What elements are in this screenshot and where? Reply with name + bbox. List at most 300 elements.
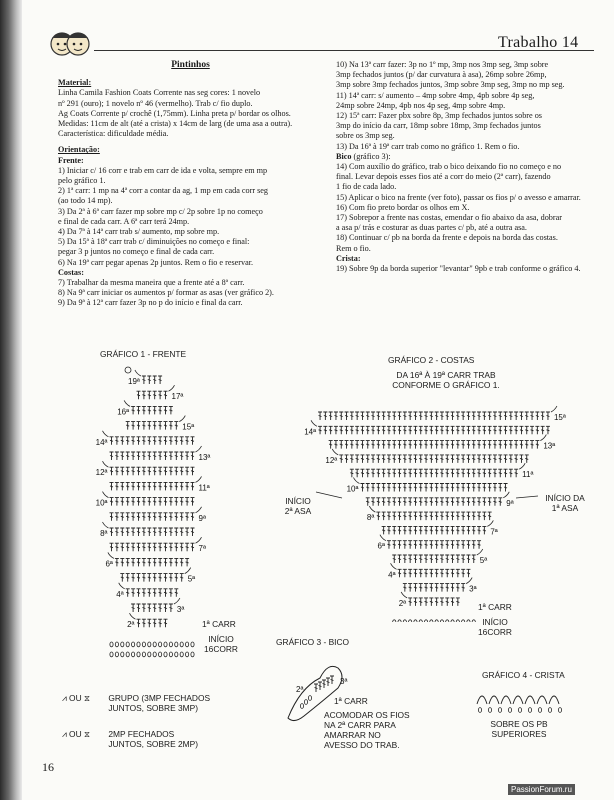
- turn-arrow: [169, 385, 175, 391]
- stitch-mp: [158, 528, 162, 536]
- stitch-mp: [169, 513, 173, 521]
- stitch-mp: [158, 406, 162, 414]
- chain-stitch: [137, 652, 140, 657]
- stitch-mp: [164, 528, 168, 536]
- chain-stitch: [110, 642, 113, 647]
- stitch-mp: [158, 376, 162, 384]
- stitch-mp: [360, 484, 364, 492]
- stitch-mp: [456, 512, 460, 520]
- stitch-mp: [493, 498, 497, 506]
- stitch-mp: [366, 498, 370, 506]
- stitch-mp: [466, 498, 470, 506]
- stitch-mp: [191, 452, 195, 460]
- page-number: 16: [42, 760, 54, 774]
- stitch-mp: [387, 469, 391, 477]
- stitch-mp: [169, 422, 173, 430]
- stitch-mp: [387, 455, 391, 463]
- stitch-mp: [147, 604, 151, 612]
- stitch-mp: [158, 558, 162, 566]
- stitch-mp: [126, 574, 130, 582]
- chain-stitch: [414, 620, 417, 622]
- stitch-mp: [153, 528, 157, 536]
- stitch-mp: [419, 498, 423, 506]
- stitch-mp: [482, 512, 486, 520]
- stitch-mp: [153, 406, 157, 414]
- stitch-mp: [445, 541, 449, 549]
- material-line: Linha Camila Fashion Coats Corrente nas seg cores: 1 novelo: [58, 88, 261, 98]
- row-label: 11ª: [522, 470, 534, 480]
- stitch-mp: [509, 469, 513, 477]
- stitch-mp: [456, 412, 460, 420]
- orientacao-heading: Orientação:: [58, 145, 100, 155]
- chain-stitch: [132, 652, 135, 657]
- chain-stitch: [175, 642, 178, 647]
- crista-loop: [489, 696, 499, 704]
- stitch-mp: [451, 541, 455, 549]
- costas-heading: Costas:: [58, 267, 84, 277]
- chain-stitch: [186, 652, 189, 657]
- stitch-mp: [445, 569, 449, 577]
- stitch-mp: [376, 469, 380, 477]
- stitch-mp: [413, 441, 417, 449]
- stitch-mp: [413, 484, 417, 492]
- stitch-mp: [466, 526, 470, 534]
- stitch-mp: [147, 482, 151, 490]
- turn-arrow: [135, 370, 141, 376]
- stitch-mp: [435, 584, 439, 592]
- chain-stitch: [110, 652, 113, 657]
- stitch-mp: [355, 412, 359, 420]
- stitch-mp: [339, 412, 343, 420]
- stitch-mp: [169, 558, 173, 566]
- chain-stitch: [456, 620, 459, 622]
- stitch-mp: [398, 455, 402, 463]
- row-label: 5ª: [187, 574, 196, 584]
- bico-heading: Bico: [336, 151, 352, 161]
- stitch-mp: [429, 469, 433, 477]
- stitch-mp: [158, 589, 162, 597]
- legend-text: GRUPO (3MP FECHADOS: [108, 693, 211, 703]
- crista-loop: [477, 696, 487, 704]
- chart-4-crista: [472, 682, 572, 716]
- bico-line: 14) Com auxílio do gráfico, trab o bico deixando fio no começo e no: [336, 162, 562, 172]
- stitch-mp: [451, 512, 455, 520]
- stitch-mp: [131, 422, 135, 430]
- stitch-mp: [456, 541, 460, 549]
- chart-1-start: [192, 634, 250, 654]
- stitch-mp: [440, 441, 444, 449]
- stitch-mp: [424, 598, 428, 606]
- turn-arrow: [108, 552, 114, 558]
- stitch-mp: [398, 526, 402, 534]
- stitch-mp: [493, 426, 497, 434]
- stitch-mp: [493, 484, 497, 492]
- stitch-mp: [158, 604, 162, 612]
- stitch-mp: [546, 412, 550, 420]
- stitch-mp: [445, 412, 449, 420]
- stitch-mp: [477, 469, 481, 477]
- row-label: 7ª: [198, 544, 206, 554]
- stitch-mp: [435, 469, 439, 477]
- stitch-mp: [120, 528, 124, 536]
- wing-right-arrow: [516, 496, 538, 498]
- stitch-mp: [429, 455, 433, 463]
- stitch-mp: [153, 422, 157, 430]
- stitch-mp: [137, 574, 141, 582]
- stitch-mp: [477, 541, 481, 549]
- row-label: 2ª: [127, 620, 135, 630]
- article-title: Pintinhos: [171, 60, 210, 70]
- stitch-mp: [440, 598, 444, 606]
- chain-stitch: [175, 652, 178, 657]
- stitch-mp: [334, 426, 338, 434]
- turn-arrow: [196, 476, 202, 482]
- stitch-mp: [169, 528, 173, 536]
- stitch-mp: [472, 498, 476, 506]
- stitch-mp: [366, 441, 370, 449]
- stitch-mp: [525, 412, 529, 420]
- chart-3-row1-label: 1ª CARR: [334, 696, 368, 706]
- stitch-mp: [147, 467, 151, 475]
- stitch-mp: [191, 437, 195, 445]
- stitch-mp: [392, 555, 396, 563]
- stitch-mp: [477, 441, 481, 449]
- stitch-mp: [120, 513, 124, 521]
- stitch-mp: [329, 426, 333, 434]
- row-label: 8ª: [366, 513, 375, 523]
- stitch-mp: [153, 467, 157, 475]
- stitch-mp: [482, 441, 486, 449]
- stitch-mp: [115, 482, 119, 490]
- chart-4-note-line: SOBRE OS PB: [490, 719, 548, 729]
- costas-line: 11) 14ª carr: s/ aumento – 4mp sobre 4mp, 4pb sobre 4p seg,: [336, 90, 535, 100]
- frente-line: 1) Iniciar c/ 16 corr e trab em carr de ida e volta, sempre em mp: [58, 165, 268, 175]
- chain-stitch: [153, 652, 156, 657]
- binding-spine: [0, 0, 22, 800]
- stitch-mp: [137, 558, 141, 566]
- stitch-mp: [445, 555, 449, 563]
- row-label: 14ª: [95, 437, 108, 447]
- stitch-mp: [115, 513, 119, 521]
- stitch-mp: [445, 512, 449, 520]
- stitch-mp: [131, 589, 135, 597]
- row-label: 7ª: [490, 527, 498, 537]
- stitch-mp: [131, 604, 135, 612]
- stitch-mp: [142, 558, 146, 566]
- stitch-mp: [419, 598, 423, 606]
- stitch-mp: [126, 528, 130, 536]
- stitch-mp: [142, 498, 146, 506]
- frente-line: pelo gráfico 1.: [58, 176, 106, 186]
- stitch-mp: [482, 526, 486, 534]
- stitch-mp: [445, 469, 449, 477]
- stitch-mp: [456, 455, 460, 463]
- stitch-mp: [461, 498, 465, 506]
- stitch-mp: [137, 528, 141, 536]
- stitch-mp: [345, 441, 349, 449]
- stitch-mp: [164, 619, 168, 627]
- stitch-mp: [461, 426, 465, 434]
- stitch-mp: [403, 541, 407, 549]
- chain-stitch: [137, 642, 140, 647]
- stitch-mp: [169, 589, 173, 597]
- left-text-column: [58, 60, 323, 309]
- stitch-mp: [498, 441, 502, 449]
- legend-text: 2MP FECHADOS: [108, 729, 175, 739]
- stitch-mp: [382, 441, 386, 449]
- stitch-mp: [158, 422, 162, 430]
- stitch-mp: [137, 391, 141, 399]
- chain-stitch: [403, 620, 406, 622]
- stitch-mp: [137, 589, 141, 597]
- stitch-mp: [142, 543, 146, 551]
- stitch-mp: [541, 426, 545, 434]
- stitch-mp: [435, 569, 439, 577]
- stitch-mp: [472, 426, 476, 434]
- stitch-mp: [147, 406, 151, 414]
- stitch-mp: [403, 526, 407, 534]
- stitch-mp: [429, 541, 433, 549]
- stitch-mp: [519, 455, 523, 463]
- stitch-mp: [424, 526, 428, 534]
- stitch-mp: [429, 598, 433, 606]
- stitch-mp: [445, 426, 449, 434]
- stitch-mp: [360, 469, 364, 477]
- stitch-mp: [339, 455, 343, 463]
- legend-item: [62, 693, 210, 713]
- stitch-mp: [504, 412, 508, 420]
- stitch-mp: [413, 469, 417, 477]
- stitch-mp: [472, 555, 476, 563]
- stitch-mp: [461, 541, 465, 549]
- stitch-mp: [546, 426, 550, 434]
- stitch-mp: [126, 543, 130, 551]
- stitch-mp: [419, 541, 423, 549]
- frente-line: 6) Na 19ª carr pegar apenas 2p juntos. Rem o fio e reservar.: [58, 257, 254, 267]
- chart-2-wing-right: [540, 493, 590, 513]
- chart-3-note: [324, 710, 424, 750]
- stitch-mp: [180, 543, 184, 551]
- chain-stitch: [528, 708, 531, 713]
- stitch-mp: [392, 469, 396, 477]
- stitch-mp: [382, 412, 386, 420]
- stitch-mp: [413, 584, 417, 592]
- stitch-mp: [413, 455, 417, 463]
- stitch-mp: [429, 426, 433, 434]
- stitch-mp: [355, 441, 359, 449]
- stitch-mp: [488, 498, 492, 506]
- costas-line: 13) Da 16ª à 19ª carr trab como no gráfico 1. Rem o fio.: [336, 141, 520, 151]
- stitch-mp: [142, 574, 146, 582]
- stitch-mp: [185, 482, 189, 490]
- chain-stitch: [424, 620, 427, 622]
- stitch-mp: [504, 441, 508, 449]
- stitch-mp: [142, 406, 146, 414]
- bico-line: 18) Continuar c/ pb na borda da frente e depois na borda das costas.: [336, 233, 558, 243]
- crista-loop: [537, 696, 547, 704]
- stitch-mp: [387, 412, 391, 420]
- stitch-mp: [110, 437, 114, 445]
- stitch-mp: [466, 469, 470, 477]
- chart-1-row1-label: 1ª CARR: [202, 619, 236, 629]
- stitch-mp: [174, 558, 178, 566]
- stitch-mp: [137, 513, 141, 521]
- stitch-mp: [382, 426, 386, 434]
- stitch-mp: [110, 543, 114, 551]
- stitch-mp: [419, 426, 423, 434]
- stitch-mp: [142, 589, 146, 597]
- chart-2-note: [356, 370, 536, 390]
- stitch-mp: [392, 484, 396, 492]
- material-line: nº 291 (ouro); 1 novelo nº 46 (vermelho). Trab c/ fio duplo.: [58, 98, 253, 108]
- stitch-mp: [382, 469, 386, 477]
- stitch-mp: [120, 437, 124, 445]
- stitch-mp: [451, 455, 455, 463]
- stitch-mp: [440, 469, 444, 477]
- stitch-mp: [142, 619, 146, 627]
- chain-stitch: [142, 652, 145, 657]
- stitch-mp: [498, 455, 502, 463]
- stitch-mp: [366, 469, 370, 477]
- row-label: 16ª: [117, 407, 130, 417]
- frente-line: e final de cada carr. A 6ª carr terá 24mp.: [58, 216, 190, 226]
- stitch-mp: [153, 604, 157, 612]
- legend-item: [62, 729, 198, 749]
- stitch-mp: [158, 498, 162, 506]
- stitch-mp: [403, 569, 407, 577]
- stitch-mp: [110, 528, 114, 536]
- stitch-mp: [461, 584, 465, 592]
- wing-left-arrow: [316, 492, 342, 498]
- stitch-mp: [451, 555, 455, 563]
- stitch-mp: [371, 455, 375, 463]
- stitch-mp: [413, 541, 417, 549]
- stitch-mp: [142, 452, 146, 460]
- stitch-mp: [429, 584, 433, 592]
- row-label: 3ª: [176, 605, 185, 614]
- stitch-mp: [131, 513, 135, 521]
- stitch-mp: [169, 482, 173, 490]
- stitch-mp: [403, 584, 407, 592]
- row-label: 12ª: [325, 455, 338, 465]
- stitch-mp: [419, 412, 423, 420]
- chain-stitch: [398, 620, 401, 622]
- stitch-mp: [180, 482, 184, 490]
- stitch-mp: [398, 541, 402, 549]
- stitch-mp: [451, 469, 455, 477]
- chain-stitch: [462, 620, 465, 622]
- stitch-mp: [429, 526, 433, 534]
- chain-stitch: [159, 642, 162, 647]
- stitch-mp: [120, 574, 124, 582]
- turn-arrow: [119, 583, 125, 589]
- stitch-mp: [440, 426, 444, 434]
- stitch-mp: [169, 467, 173, 475]
- stitch-mp: [382, 512, 386, 520]
- chain-stitch: [548, 708, 551, 713]
- turn-arrow: [103, 431, 109, 437]
- stitch-mp: [387, 484, 391, 492]
- stitch-mp: [424, 498, 428, 506]
- stitch-mp: [408, 584, 412, 592]
- stitch-mp: [472, 541, 476, 549]
- stitch-mp: [153, 543, 157, 551]
- stitch-mp: [403, 484, 407, 492]
- stitch-mp: [435, 598, 439, 606]
- stitch-mp: [387, 441, 391, 449]
- stitch-mp: [504, 426, 508, 434]
- stitch-mp: [142, 391, 146, 399]
- stitch-mp: [514, 441, 518, 449]
- material-line: Característica: dificuldade média.: [58, 129, 169, 139]
- stitch-mp: [137, 498, 141, 506]
- stitch-mp: [461, 526, 465, 534]
- stitch-mp: [371, 441, 375, 449]
- stitch-mp: [126, 498, 130, 506]
- stitch-mp: [169, 604, 173, 612]
- stitch-mp: [392, 541, 396, 549]
- stitch-mp: [472, 441, 476, 449]
- stitch-mp: [456, 555, 460, 563]
- turn-arrow: [179, 416, 185, 422]
- stitch-mp: [185, 467, 189, 475]
- stitch-mp: [509, 441, 513, 449]
- chain-stitch: [148, 642, 151, 647]
- stitch-mp: [345, 455, 349, 463]
- chain-stitch: [169, 642, 172, 647]
- chain-stitch: [132, 642, 135, 647]
- stitch-mp: [419, 441, 423, 449]
- chain-stitch: [430, 620, 433, 622]
- turn-arrow: [103, 492, 109, 498]
- stitch-mp: [419, 569, 423, 577]
- chain-stitch: [153, 642, 156, 647]
- stitch-mp: [376, 412, 380, 420]
- stitch-mp: [466, 569, 470, 577]
- stitch-mp: [164, 482, 168, 490]
- stitch-mp: [334, 441, 338, 449]
- stitch-mp: [185, 452, 189, 460]
- stitch-mp: [392, 498, 396, 506]
- legend-text: JUNTOS, SOBRE 2MP): [108, 739, 198, 749]
- stitch-mp: [147, 498, 151, 506]
- material-line: Medidas: 11cm de alt (até a crista) x 14cm de larg (de uma asa a outra).: [58, 119, 293, 129]
- stitch-mp: [424, 455, 428, 463]
- material-heading: Material:: [58, 78, 92, 88]
- stitch-mp: [419, 484, 423, 492]
- turn-arrow: [551, 406, 557, 412]
- stitch-mp: [126, 589, 130, 597]
- stitch-mp: [445, 584, 449, 592]
- stitch-mp: [142, 604, 146, 612]
- row-label: 19ª: [128, 377, 140, 386]
- costas-line: 12) 15ª carr: Fazer pbx sobre 8p, 3mp fechados juntos sobre os: [336, 111, 542, 121]
- stitch-mp: [466, 484, 470, 492]
- stitch-mp: [164, 391, 168, 399]
- bico-line: 16) Com fio preto bordar os olhos em X.: [336, 202, 470, 212]
- stitch-mp: [147, 513, 151, 521]
- turn-arrow: [401, 592, 407, 598]
- watermark: PassionForum.ru: [508, 784, 575, 795]
- turn-arrow: [477, 549, 483, 555]
- stitch-mp: [488, 412, 492, 420]
- stitch-mp: [153, 589, 157, 597]
- stitch-mp: [164, 604, 168, 612]
- turn-arrow: [103, 461, 109, 467]
- chart-2-row1-label: 1ª CARR: [478, 602, 512, 612]
- stitch-mp: [387, 498, 391, 506]
- frente-line: 3) Da 2ª à 6ª carr fazer mp sobre mp c/ 2p sobre 1p no começo: [58, 206, 263, 216]
